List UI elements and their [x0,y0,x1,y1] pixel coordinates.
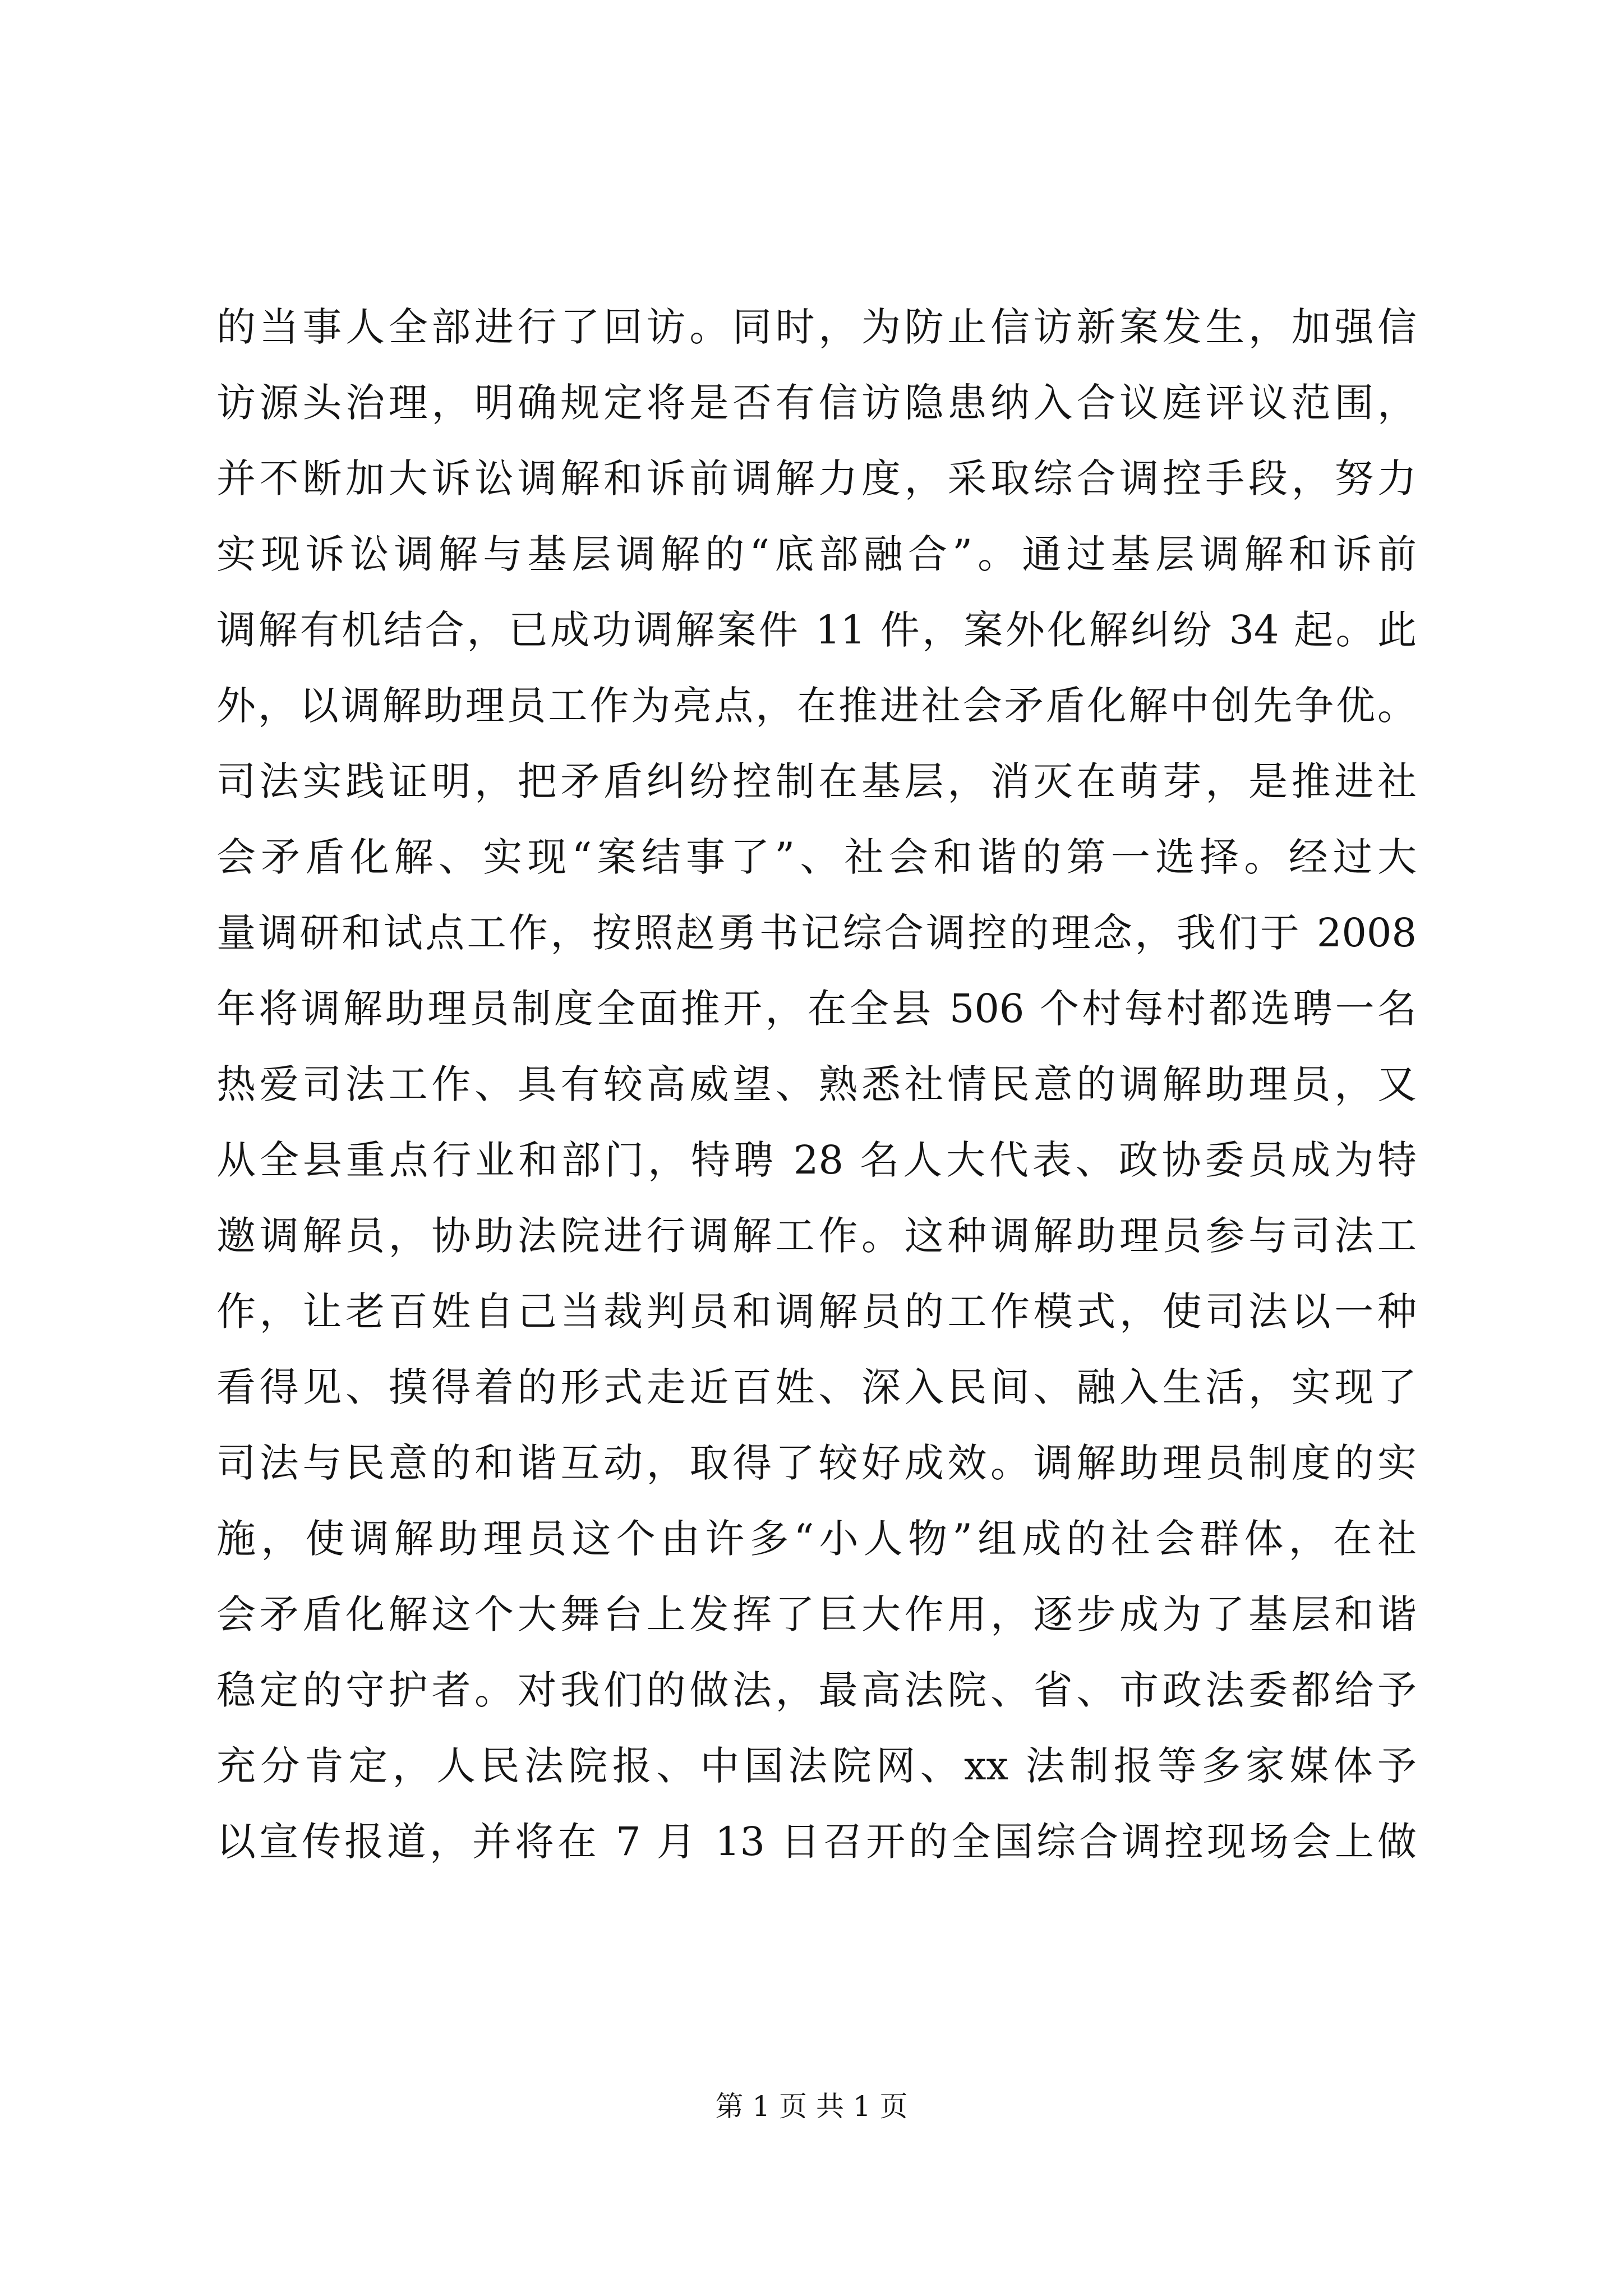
text-line-2: 访源头治理，明确规定将是否有信访隐患纳入合议庭评议范围， [216,380,1417,426]
text-line-20: 充分肯定，人民法院报、中国法院网、xx 法制报等多家媒体予 [216,1743,1417,1789]
text-line-6: 外，以调解助理员工作为亮点，在推进社会矛盾化解中创先争优。 [216,683,1417,729]
text-line-15: 看得见、摸得着的形式走近百姓、深入民间、融入生活，实现了 [216,1364,1417,1410]
text-line-10: 年将调解助理员制度全面推开，在全县 506 个村每村都选聘一名 [216,986,1417,1032]
text-line-11: 热爱司法工作、具有较高威望、熟悉社情民意的调解助理员，又 [216,1061,1417,1107]
text-line-16: 司法与民意的和谐互动，取得了较好成效。调解助理员制度的实 [216,1440,1417,1486]
body-text [216,289,1417,1880]
text-line-8: 会矛盾化解、实现“案结事了”、社会和谐的第一选择。经过大 [216,834,1417,880]
text-line-1: 的当事人全部进行了回访。同时，为防止信访新案发生，加强信 [216,304,1417,350]
text-line-7: 司法实践证明，把矛盾纠纷控制在基层，消灭在萌芽，是推进社 [216,758,1417,804]
text-line-12: 从全县重点行业和部门，特聘 28 名人大代表、政协委员成为特 [216,1137,1417,1183]
text-line-5: 调解有机结合，已成功调解案件 11 件，案外化解纠纷 34 起。此 [216,607,1417,653]
text-line-4: 实现诉讼调解与基层调解的“底部融合”。通过基层调解和诉前 [216,531,1417,577]
text-line-13: 邀调解员，协助法院进行调解工作。这种调解助理员参与司法工 [216,1213,1417,1259]
text-line-18: 会矛盾化解这个大舞台上发挥了巨大作用，逐步成为了基层和谐 [216,1591,1417,1637]
text-line-9: 量调研和试点工作，按照赵勇书记综合调控的理念，我们于 2008 [216,910,1417,956]
text-line-21: 以宣传报道，并将在 7 月 13 日召开的全国综合调控现场会上做 [216,1819,1417,1865]
page-footer: 第 1 页 共 1 页 [715,2090,908,2123]
text-line-3: 并不断加大诉讼调解和诉前调解力度，采取综合调控手段，努力 [216,455,1417,501]
text-line-17: 施，使调解助理员这个由许多“小人物”组成的社会群体，在社 [216,1516,1417,1562]
text-line-14: 作，让老百姓自己当裁判员和调解员的工作模式，使司法以一种 [216,1289,1417,1335]
text-line-19: 稳定的守护者。对我们的做法，最高法院、省、市政法委都给予 [216,1667,1417,1713]
